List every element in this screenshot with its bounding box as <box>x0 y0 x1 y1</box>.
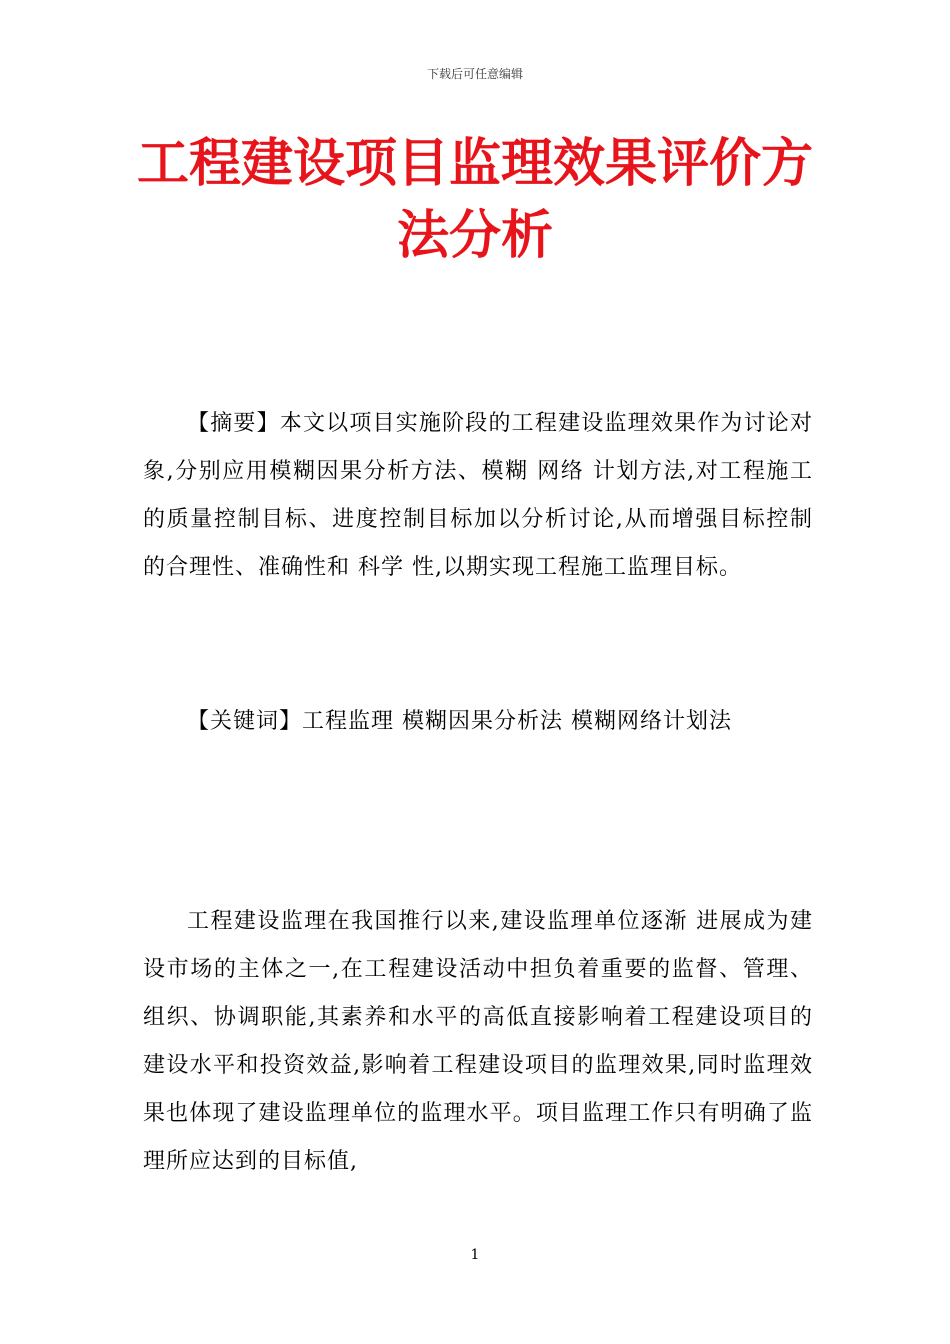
intro-paragraph: 工程建设监理在我国推行以来,建设监理单位逐渐 进展成为建设市场的主体之一,在工程建设活动中担负着重要的监督、管理、组织、协调职能,其素养和水平的高低直接影响着工程建设项目的建设水平和投资效益,影响着工程建设项目的监理效果,同时监理效果也体现了建设监理单位的监理水平。项目监理工作只有明确了监理所应达到的目标值, <box>143 909 813 1174</box>
keywords-paragraph: 【关键词】工程监理 模糊因果分析法 模糊网络计划法 <box>187 709 732 734</box>
header-note: 下载后可任意编辑 <box>426 67 523 81</box>
document-title: 工程建设项目监理效果评价方法分析 <box>136 134 813 266</box>
page-number: 1 <box>470 1247 480 1263</box>
abstract-paragraph: 【摘要】本文以项目实施阶段的工程建设监理效果作为讨论对象,分别应用模糊因果分析方法、模糊 网络 计划方法,对工程施工的质量控制目标、进度控制目标加以分析讨论,从而增强目标控制的合理性、准确性和 科学 性,以期实现工程施工监理目标。 <box>143 411 813 580</box>
